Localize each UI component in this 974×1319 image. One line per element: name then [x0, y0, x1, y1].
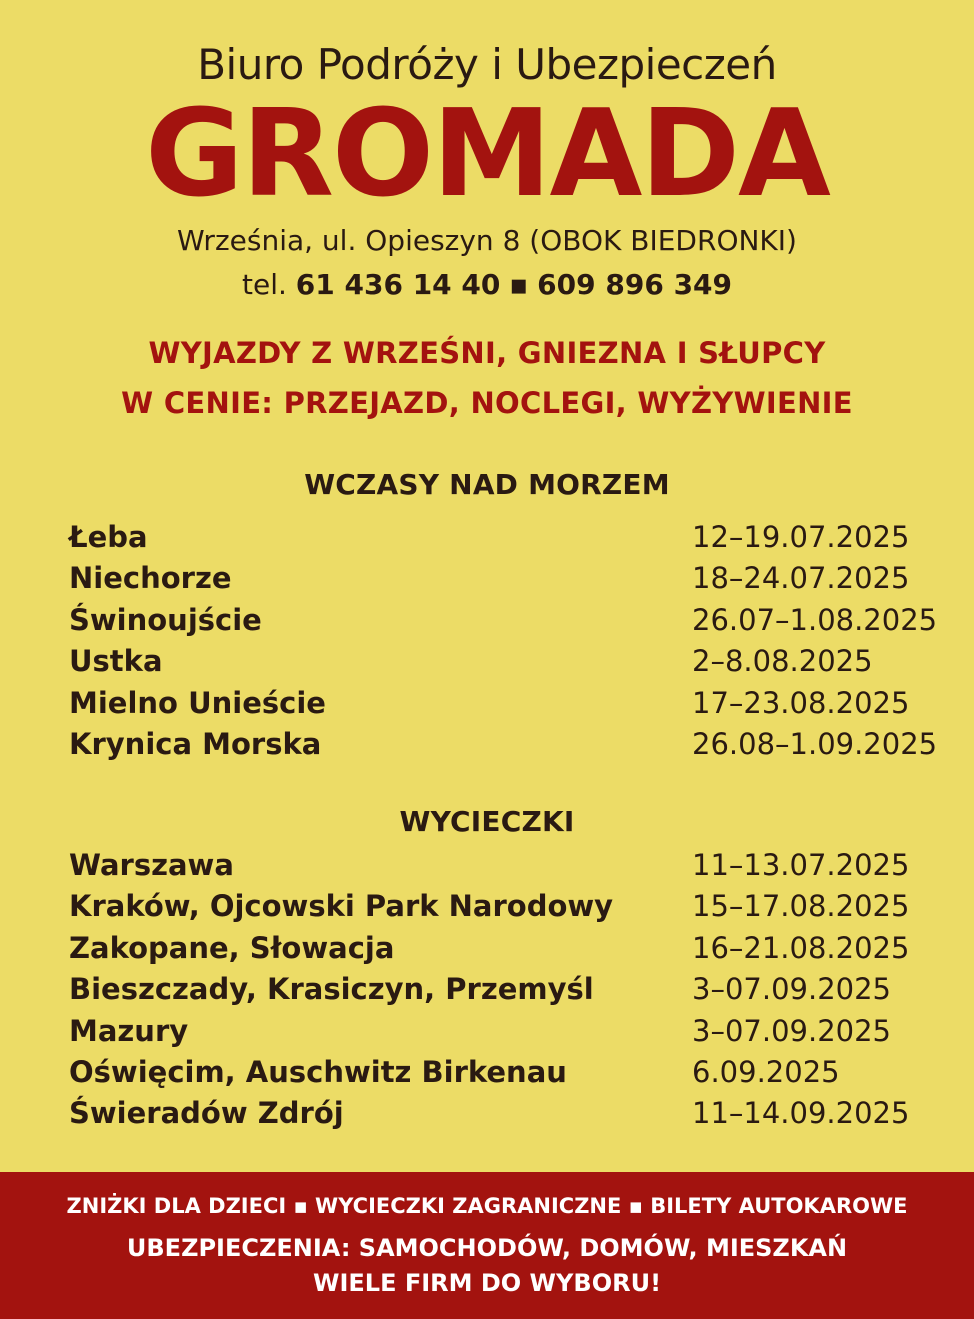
trip-date: 3–07.09.2025 — [692, 1013, 891, 1048]
list-item — [0, 1011, 974, 1052]
section-title-sea: WCZASY NAD MORZEM — [304, 468, 670, 501]
list-item — [0, 724, 974, 765]
trip-date: 3–07.09.2025 — [692, 972, 891, 1007]
destination: Oświęcim, Auschwitz Birkenau — [69, 1054, 567, 1089]
destination: Ustka — [69, 644, 163, 679]
phone-number-2: 609 896 349 — [537, 268, 733, 301]
destination: Mazury — [69, 1013, 189, 1048]
trip-date: 18–24.07.2025 — [692, 561, 910, 596]
destination: Niechorze — [69, 561, 232, 596]
footer-banner — [0, 1172, 974, 1319]
trip-date: 12–19.07.2025 — [692, 520, 910, 554]
list-item — [0, 641, 974, 682]
trip-date: 26.07–1.08.2025 — [692, 602, 938, 637]
trip-date: 16–21.08.2025 — [692, 930, 910, 965]
brand-name: GROMADA — [145, 85, 829, 224]
trip-date: 6.09.2025 — [692, 1054, 840, 1089]
trip-date: 15–17.08.2025 — [692, 889, 910, 924]
phone-number-1: 61 436 14 40 — [295, 268, 501, 301]
address: Września, ul. Opieszyn 8 (OBOK BIEDRONKI) — [177, 224, 797, 257]
destination: Krynica Morska — [69, 726, 322, 761]
list-item — [0, 845, 974, 886]
list-item — [0, 1093, 974, 1134]
destination: Bieszczady, Krasiczyn, Przemyśl — [69, 972, 594, 1007]
list-item — [0, 886, 974, 927]
destination: Warszawa — [69, 848, 234, 882]
phone-separator: ▪ — [509, 268, 529, 301]
destination: Mielno Unieście — [69, 685, 326, 720]
excursions-list — [0, 845, 974, 1135]
list-item — [0, 969, 974, 1010]
destination: Zakopane, Słowacja — [69, 930, 395, 965]
list-item — [0, 558, 974, 599]
promo-departures: WYJAZDY Z WRZEŚNI, GNIEZNA I SŁUPCY — [148, 336, 826, 370]
agency-subtitle: Biuro Podróży i Ubezpieczeń — [197, 40, 777, 89]
trip-date: 2–8.08.2025 — [692, 644, 873, 679]
destination: Łeba — [69, 520, 148, 554]
phone-line — [0, 268, 974, 301]
tel-prefix: tel. — [241, 268, 287, 301]
trip-date: 11–13.07.2025 — [692, 848, 910, 882]
list-item — [0, 1052, 974, 1093]
destination: Świeradów Zdrój — [69, 1096, 344, 1131]
promo-included: W CENIE: PRZEJAZD, NOCLEGI, WYŻYWIENIE — [121, 386, 853, 420]
destination: Świnoujście — [69, 602, 262, 637]
list-item — [0, 517, 974, 558]
list-item — [0, 928, 974, 969]
sea-trips-list — [0, 517, 974, 765]
list-item — [0, 683, 974, 724]
footer-tagline: WIELE FIRM DO WYBORU! — [312, 1269, 662, 1297]
trip-date: 26.08–1.09.2025 — [692, 726, 938, 761]
list-item — [0, 600, 974, 641]
destination: Kraków, Ojcowski Park Narodowy — [69, 889, 614, 924]
footer-services: ZNIŻKI DLA DZIECI ▪ WYCIECZKI ZAGRANICZNE ▪ BILETY AUTOKAROWE — [66, 1194, 908, 1218]
trip-date: 11–14.09.2025 — [692, 1096, 910, 1131]
footer-insurance: UBEZPIECZENIA: SAMOCHODÓW, DOMÓW, MIESZKAŃ — [126, 1234, 848, 1262]
section-title-trips: WYCIECZKI — [399, 805, 575, 838]
trip-date: 17–23.08.2025 — [692, 685, 910, 720]
